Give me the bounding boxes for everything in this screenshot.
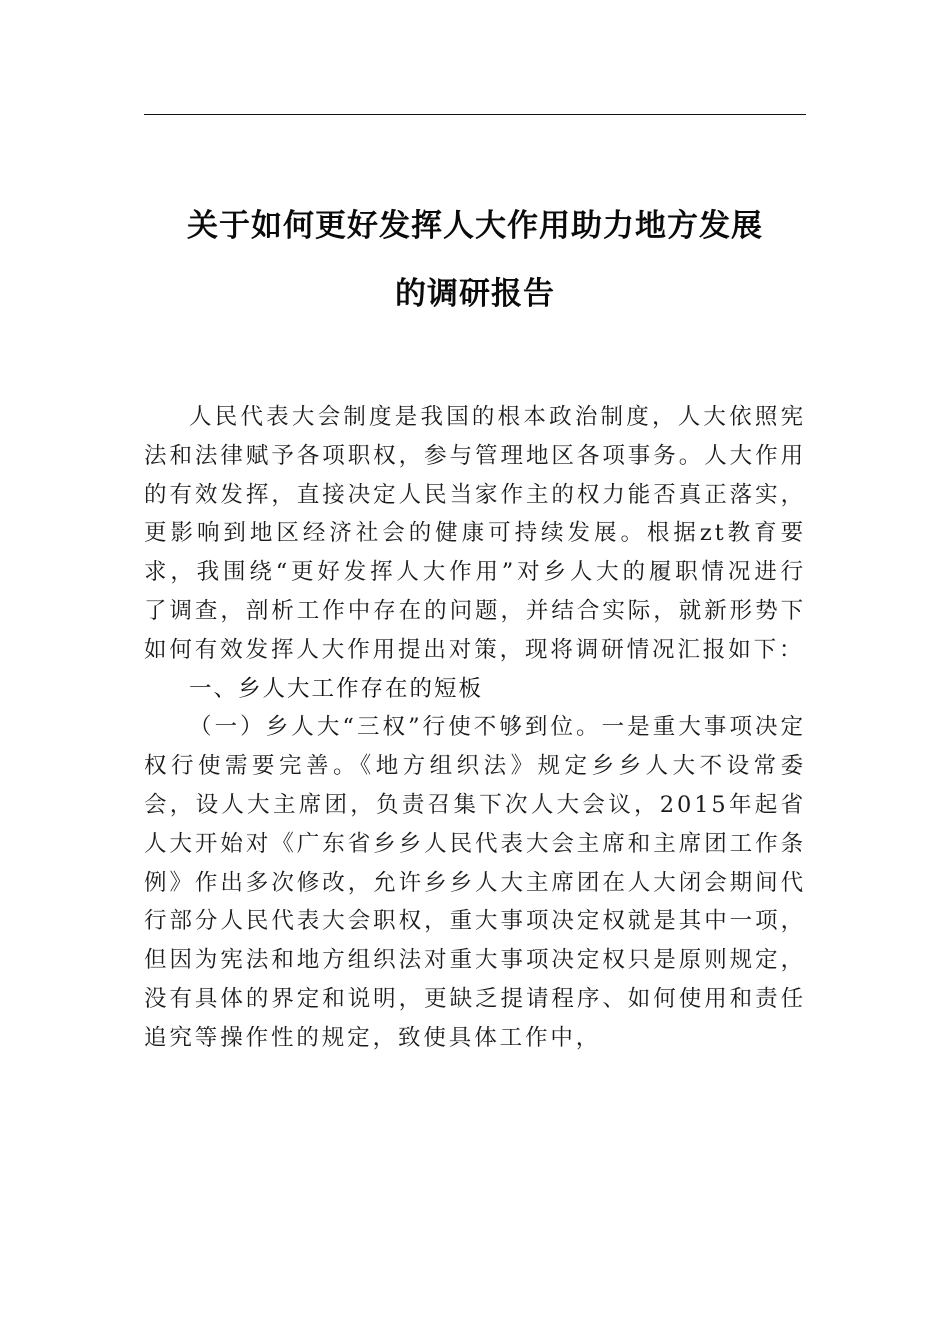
section-1-paragraph: （一）乡人大“三权”行使不够到位。一是重大事项决定权行使需要完善。《地方组织法》规定乡乡人大不设常委会，设人大主席团，负责召集下次人大会议，2015年起省人大开始对《广东省乡乡人民代表大会主席和主席团工作条例》作出多次修改，允许乡乡人大主席团在人大闭会期间代行部分人民代表大会职权，重大事项决定权就是其中一项，但因为宪法和地方组织法对重大事项决定权只是原则规定，没有具体的界定和说明，更缺乏提请程序、如何使用和责任追究等操作性的规定，致使具体工作中，: [144, 714, 806, 1051]
title-line-2: 的调研报告: [395, 276, 555, 312]
document-title: [144, 192, 806, 328]
document-body: [144, 398, 806, 1058]
header-rule: [144, 114, 806, 115]
section-heading-1: 一、乡人大工作存在的短板: [189, 675, 484, 702]
title-line-1: 关于如何更好发挥人大作用助力地方发展: [187, 208, 763, 244]
intro-paragraph: 人民代表大会制度是我国的根本政治制度，人大依照宪法和法律赋予各项职权，参与管理地区各项事务。人大作用的有效发挥，直接决定人民当家作主的权力能否真正落实，更影响到地区经济社会的健康可持续发展。根据zt教育要求，我围绕“更好发挥人大作用”对乡人大的履职情况进行了调查，剖析工作中存在的问题，并结合实际，就新形势下如何有效发挥人大作用提出对策，现将调研情况汇报如下：: [144, 404, 806, 663]
